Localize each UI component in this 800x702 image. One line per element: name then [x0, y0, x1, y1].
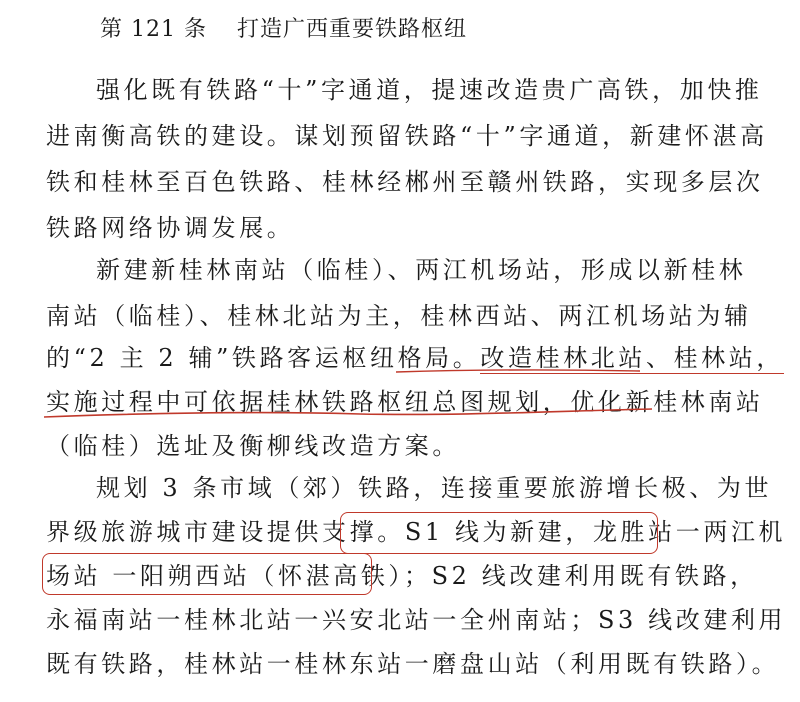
- paragraph-2-line-3-text: 的“2 主 2 辅”铁路客运枢纽格局。: [46, 344, 481, 372]
- underlined-text-station-upgrade: 改造桂林北站、桂林站，: [480, 344, 784, 372]
- paragraph-2-line-1: 新建新桂林南站（临桂）、两江机场站，形成以新桂林: [96, 256, 747, 284]
- paragraph-3-line-1: 规划 3 条市域（郊）铁路，连接重要旅游增长极、为世: [96, 474, 773, 502]
- paragraph-2-line-3: [46, 340, 784, 376]
- underlined-text-hub-plan: 实施过程中可依据桂林铁路枢纽总图规划，优化新桂林南站: [46, 388, 764, 416]
- paragraph-3-line-3: [46, 558, 758, 594]
- paragraph-3-line-5: 既有铁路，桂林站一桂林东站一磨盘山站（利用既有铁路）。: [46, 650, 780, 678]
- boxed-text-s1-line-part-2: 场站 一阳朔西站（怀湛高铁）: [46, 562, 405, 590]
- paragraph-3-line-2-text: 界级旅游城市建设提供支撑。: [46, 518, 405, 546]
- article-title: 打造广西重要铁路枢纽: [236, 17, 467, 42]
- paragraph-3-line-3-text: ；S2 线改建利用既有铁路，: [404, 562, 758, 590]
- paragraph-1-line-4: 铁路网络协调发展。: [46, 214, 295, 242]
- paragraph-2-line-5: （临桂）选址及衡柳线改造方案。: [46, 432, 460, 460]
- article-heading: [100, 12, 467, 48]
- paragraph-3-line-2: [46, 514, 786, 550]
- boxed-text-s1-line-part-1: S1 线为新建，龙胜站一两江机: [404, 518, 787, 546]
- paragraph-1-line-2: 进南衡高铁的建设。谋划预留铁路“十”字通道，新建怀湛高: [46, 122, 768, 150]
- paragraph-1-line-1: 强化既有铁路“十”字通道，提速改造贵广高铁，加快推: [96, 76, 763, 104]
- paragraph-1-line-3: 铁和桂林至百色铁路、桂林经郴州至赣州铁路，实现多层次: [46, 168, 764, 196]
- paragraph-3-line-4: 永福南站一桂林北站一兴安北站一全州南站；S3 线改建利用: [46, 606, 787, 634]
- paragraph-2-line-2: 南站（临桂）、桂林北站为主，桂林西站、两江机场站为辅: [46, 302, 752, 330]
- paragraph-2-line-4: [46, 384, 764, 420]
- article-number: 第 121 条: [100, 17, 207, 42]
